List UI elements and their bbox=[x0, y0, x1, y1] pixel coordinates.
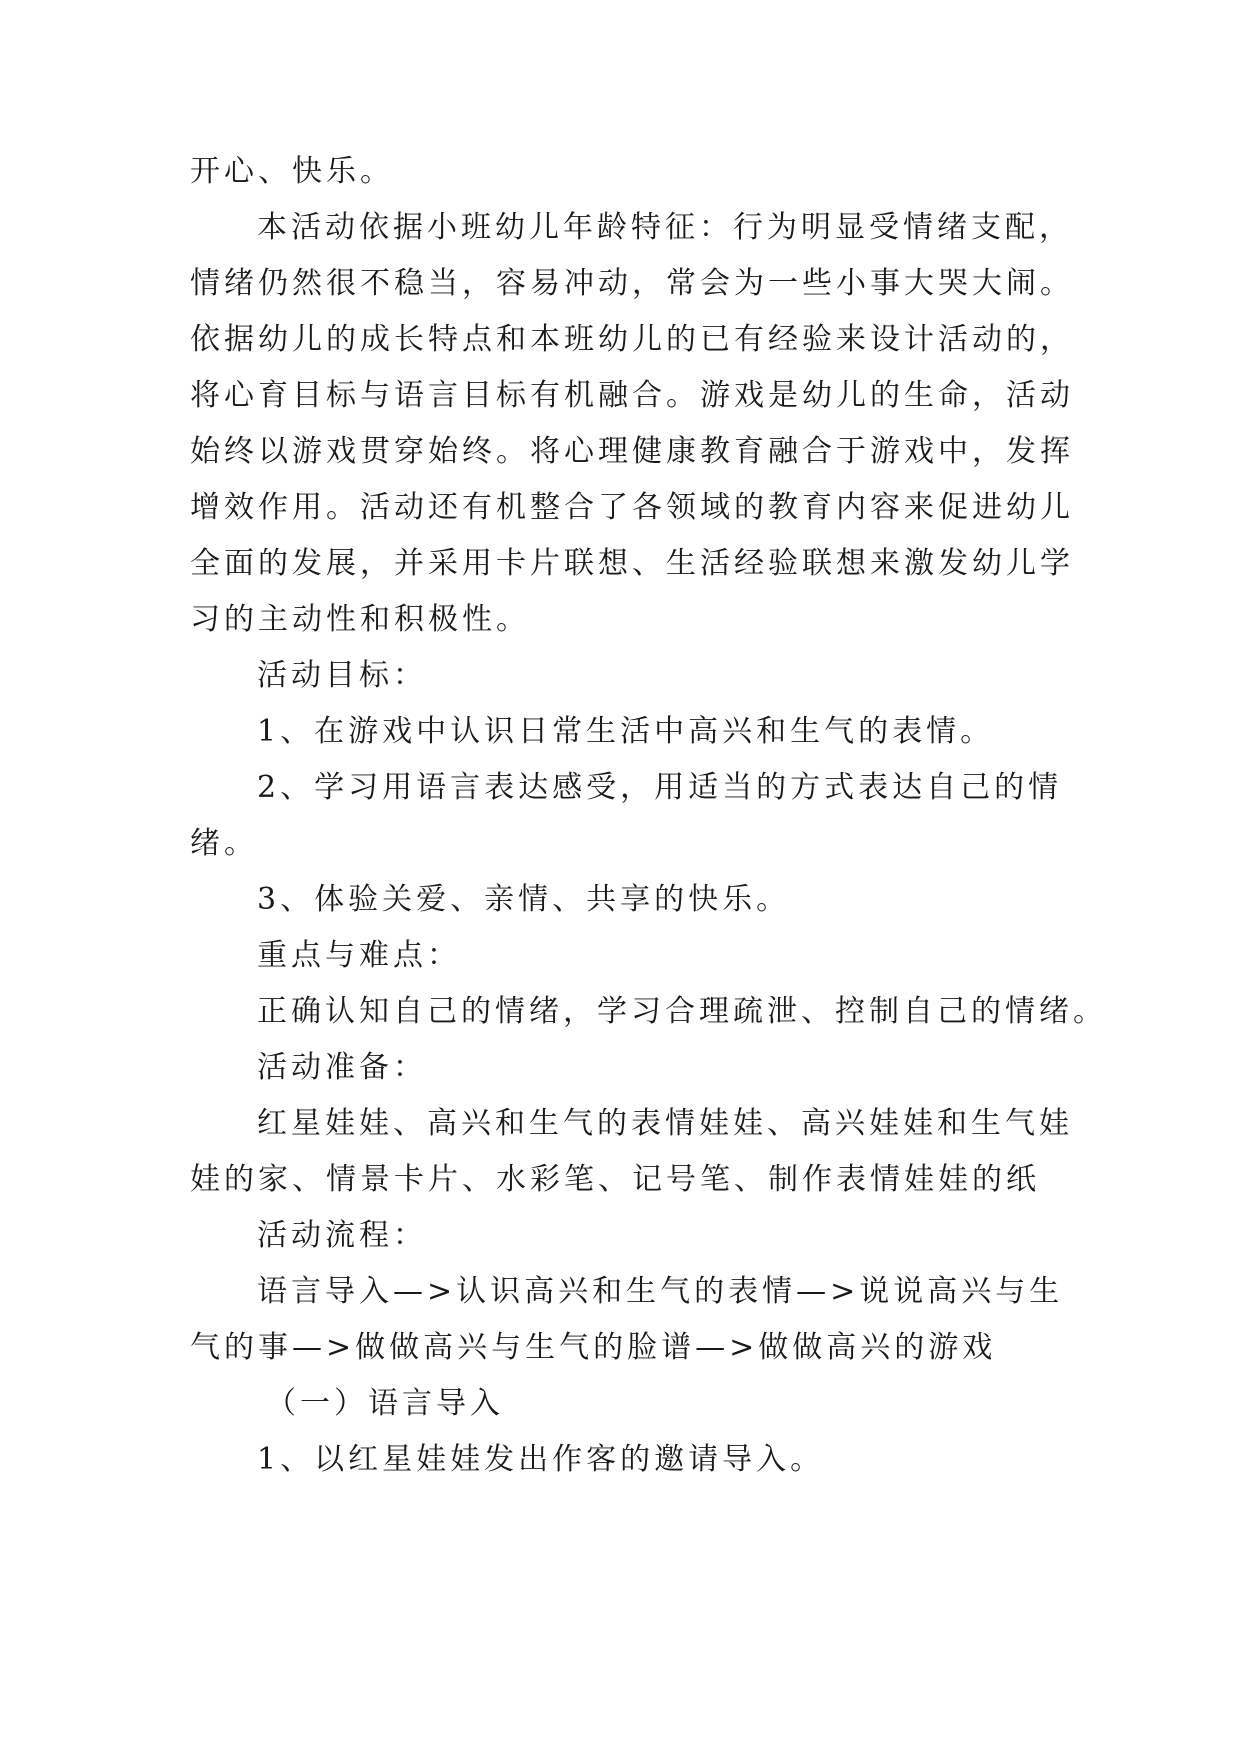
text-line: 情绪仍然很不稳当，容易冲动，常会为一些小事大哭大闹。 bbox=[190, 266, 1074, 301]
section-heading: 活动目标： bbox=[257, 658, 427, 693]
text-line: 娃的家、情景卡片、水彩笔、记号笔、制作表情娃娃的纸 bbox=[190, 1162, 1040, 1197]
list-item: 2、学习用语言表达感受，用适当的方式表达自己的情 bbox=[257, 770, 1063, 805]
text-line: 开心、快乐。 bbox=[190, 154, 394, 189]
text-line: 本活动依据小班幼儿年龄特征：行为明显受情绪支配， bbox=[257, 210, 1073, 245]
section-heading: 活动准备： bbox=[257, 1050, 427, 1085]
text-line: 绪。 bbox=[190, 826, 258, 861]
section-heading: 重点与难点： bbox=[257, 938, 461, 973]
section-heading: （一）语言导入 bbox=[266, 1386, 504, 1421]
list-item: 1、以红星娃娃发出作客的邀请导入。 bbox=[257, 1442, 825, 1477]
list-item: 1、在游戏中认识日常生活中高兴和生气的表情。 bbox=[257, 714, 995, 749]
text-line: 增效作用。活动还有机整合了各领域的教育内容来促进幼儿 bbox=[190, 490, 1074, 525]
text-line: 红星娃娃、高兴和生气的表情娃娃、高兴娃娃和生气娃 bbox=[257, 1106, 1073, 1141]
text-line: 语言导入—>认识高兴和生气的表情—>说说高兴与生 bbox=[257, 1274, 1064, 1309]
text-line: 将心育目标与语言目标有机融合。游戏是幼儿的生命，活动 bbox=[190, 378, 1074, 413]
text-line: 习的主动性和积极性。 bbox=[190, 602, 530, 637]
text-line: 正确认知自己的情绪，学习合理疏泄、控制自己的情绪。 bbox=[257, 994, 1107, 1029]
list-item: 3、体验关爱、亲情、共享的快乐。 bbox=[257, 882, 791, 917]
text-line: 全面的发展，并采用卡片联想、生活经验联想来激发幼儿学 bbox=[190, 546, 1074, 581]
text-line: 依据幼儿的成长特点和本班幼儿的已有经验来设计活动的， bbox=[190, 322, 1074, 357]
section-heading: 活动流程： bbox=[257, 1218, 427, 1253]
text-line: 始终以游戏贯穿始终。将心理健康教育融合于游戏中，发挥 bbox=[190, 434, 1074, 469]
text-line: 气的事—>做做高兴与生气的脸谱—>做做高兴的游戏 bbox=[190, 1330, 997, 1365]
